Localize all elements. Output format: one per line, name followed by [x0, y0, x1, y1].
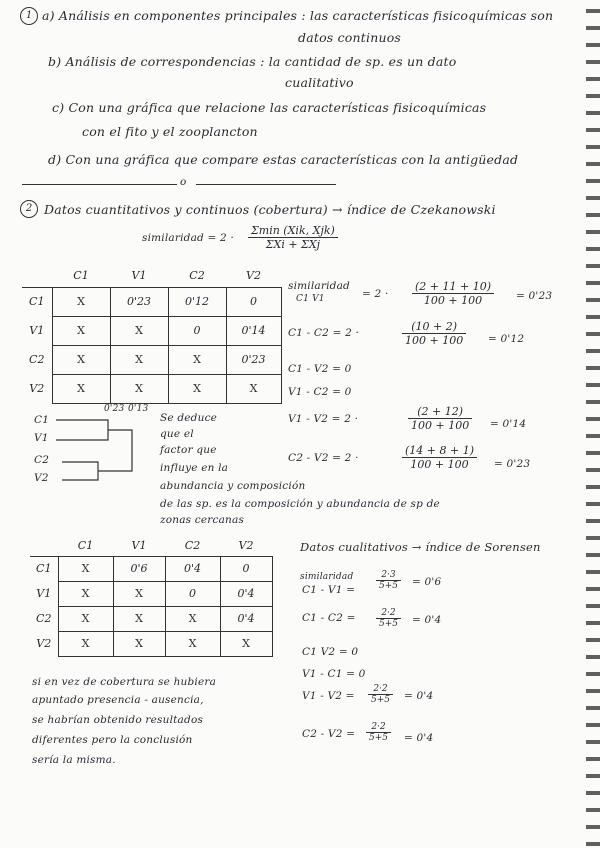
table-cell: X: [58, 581, 113, 606]
separator-line-right: [196, 184, 336, 185]
conclusion-line: zonas cercanas: [160, 514, 245, 526]
note-line: si en vez de cobertura se hubiera: [32, 676, 217, 688]
dendro-label: V1: [34, 432, 49, 444]
q1-part-d: d) Con una gráfica que compare estas características con la antigüedad: [48, 152, 519, 167]
table-cell: X: [168, 374, 226, 403]
conclusion-line: influye en la: [160, 462, 229, 474]
table2-header: C2: [165, 536, 220, 556]
table-cell: 0'23: [226, 345, 281, 374]
calc-eq5-numerator: (2 + 12): [408, 405, 472, 419]
sorensen-e1-fraction: [376, 570, 401, 591]
table-cell: X: [220, 631, 272, 656]
table-cell: 0'4: [220, 606, 272, 631]
dendro-branch-root: [98, 430, 132, 471]
table-row: [30, 631, 272, 656]
calc-similarity-sub: C1 V1: [296, 294, 325, 304]
calc-eq1-numerator: (2 + 11 + 10): [412, 280, 494, 294]
sorensen-e4: V1 - C1 = 0: [302, 668, 366, 680]
formula-lhs: similaridad = 2 ·: [142, 232, 234, 244]
sorensen-e6-result: = 0'4: [404, 732, 434, 744]
question-1-number: 1: [20, 7, 38, 25]
q1-part-c: c) Con una gráfica que relacione las características fisicoquímicas: [52, 100, 487, 115]
calc-eq6-numerator: (14 + 8 + 1): [402, 444, 477, 458]
calc-eq6-lhs: C2 - V2 = 2 ·: [288, 452, 359, 464]
sorensen-e5-fraction: [368, 684, 393, 705]
table-cell: 0'14: [226, 316, 281, 345]
separator-line-left: [22, 184, 177, 185]
similarity-table-czekanowski: [22, 265, 282, 404]
table-row: [22, 345, 281, 374]
calc-similarity-label: similaridad: [288, 280, 350, 292]
table-row: [22, 316, 281, 345]
notebook-spiral-binding: [586, 0, 600, 848]
czekanowski-formula: [248, 224, 338, 251]
dendro-label: C2: [34, 454, 50, 466]
q1-part-b: b) Análisis de correspondencias : la cantidad de sp. es un dato: [48, 54, 457, 69]
table-cell: 0'23: [110, 287, 168, 316]
sorensen-e2-fraction: [376, 608, 401, 629]
sorensen-e1-lhs: C1 - V1 =: [302, 584, 356, 596]
table-row: [30, 556, 272, 581]
table-row: [22, 287, 281, 316]
calc-eq5-lhs: V1 - V2 = 2 ·: [288, 413, 359, 425]
calc-eq2-numerator: (10 + 2): [402, 320, 466, 334]
note-line: diferentes pero la conclusión: [32, 734, 193, 746]
table-cell: X: [226, 374, 281, 403]
table-cell: X: [58, 606, 113, 631]
sorensen-e6-lhs: C2 - V2 =: [302, 728, 356, 740]
calc-eq5-fraction: [408, 405, 472, 432]
table-row: [30, 581, 272, 606]
sorensen-e2-lhs: C1 - C2 =: [302, 612, 356, 624]
calc-eq6-fraction: [402, 444, 477, 471]
table1-header: C1: [52, 265, 110, 287]
q1-part-c-cont: con el fito y el zooplancton: [82, 124, 258, 139]
table-row: [30, 606, 272, 631]
calc-eq1-fraction: [412, 280, 494, 307]
sorensen-e1-numerator: 2·3: [376, 570, 401, 581]
row-label: C1: [30, 556, 58, 581]
sorensen-e2-result: = 0'4: [412, 614, 442, 626]
conclusion-line: de las sp. es la composición y abundancia de sp de: [160, 498, 440, 510]
q1-part-a-cont: datos continuos: [298, 30, 402, 45]
calc-eq2-lhs: C1 - C2 = 2 ·: [288, 327, 360, 339]
table-cell: X: [52, 316, 110, 345]
table-cell: 0'4: [165, 556, 220, 581]
table-cell: X: [52, 374, 110, 403]
calc-eq2-result: = 0'12: [488, 333, 525, 345]
sorensen-sim-label: similaridad: [300, 572, 354, 582]
table2-header: C1: [58, 536, 113, 556]
sorensen-e5-numerator: 2·2: [368, 684, 393, 695]
similarity-table-sorensen: [30, 536, 273, 657]
q1-part-b-cont: cualitativo: [285, 75, 354, 90]
dendro-label: V2: [34, 472, 49, 484]
sorensen-e6-fraction: [366, 722, 391, 743]
table-cell: 0'12: [168, 287, 226, 316]
row-label: V2: [30, 631, 58, 656]
note-line: se habrían obtenido resultados: [32, 714, 204, 726]
table-cell: X: [110, 345, 168, 374]
row-label: V1: [30, 581, 58, 606]
q2-heading: Datos cuantitativos y continuos (cobertura) → índice de Czekanowski: [44, 202, 496, 217]
dendro-scale-b: 0'13: [128, 404, 149, 414]
conclusion-line: Se deduce: [160, 412, 218, 424]
conclusion-line: abundancia y composición: [160, 480, 306, 492]
calc-eq2-fraction: [402, 320, 466, 347]
table-cell: X: [52, 287, 110, 316]
table1-header: V2: [226, 265, 281, 287]
sorensen-e6-denominator: 5+5: [369, 733, 388, 743]
question-2-number: 2: [20, 200, 38, 218]
sorensen-e5-denominator: 5+5: [371, 695, 390, 705]
table-cell: X: [58, 556, 113, 581]
calc-eq5-denominator: 100 + 100: [411, 419, 470, 432]
q1-part-a: a) Análisis en componentes principales : las características fisicoquímicas son: [42, 8, 554, 23]
sorensen-e6-numerator: 2·2: [366, 722, 391, 733]
conclusion-line: que el: [160, 428, 194, 440]
sorensen-e3: C1 V2 = 0: [302, 646, 359, 658]
table-cell: 0'6: [113, 556, 165, 581]
table-cell: 0: [165, 581, 220, 606]
table1-header: C2: [168, 265, 226, 287]
table-cell: 0: [168, 316, 226, 345]
calc-eq1-denominator: 100 + 100: [423, 294, 483, 307]
sorensen-e1-denominator: 5+5: [379, 581, 398, 591]
dendro-scale-a: 0'23: [104, 404, 125, 414]
table-row: [22, 374, 281, 403]
table-cell: X: [113, 581, 165, 606]
dendro-branch-c1-v1: [56, 420, 108, 440]
calc-eq6-denominator: 100 + 100: [410, 458, 469, 471]
table-cell: X: [113, 606, 165, 631]
dendrogram: [50, 410, 150, 490]
table-cell: X: [168, 345, 226, 374]
table-cell: 0: [220, 556, 272, 581]
calc-eq2-denominator: 100 + 100: [405, 334, 464, 347]
row-label: C1: [22, 287, 52, 316]
sorensen-e5-result: = 0'4: [404, 690, 434, 702]
note-line: apuntado presencia - ausencia,: [32, 694, 204, 706]
table-cell: X: [52, 345, 110, 374]
note-line: sería la misma.: [32, 754, 116, 766]
row-label: C2: [30, 606, 58, 631]
dendro-label: C1: [34, 414, 50, 426]
table-cell: X: [165, 606, 220, 631]
dendro-branch-c2-v2: [62, 462, 98, 480]
conclusion-line: factor que: [160, 444, 217, 456]
calc-eq5-result: = 0'14: [490, 418, 527, 430]
calc-eq6-result: = 0'23: [494, 458, 531, 470]
row-label: V2: [22, 374, 52, 403]
sorensen-heading: Datos cualitativos → índice de Sorensen: [300, 540, 541, 554]
row-label: V1: [22, 316, 52, 345]
separator-mark: o: [180, 176, 187, 188]
table-cell: X: [58, 631, 113, 656]
row-label: C2: [22, 345, 52, 374]
sorensen-e2-denominator: 5+5: [379, 619, 398, 629]
sorensen-e5-lhs: V1 - V2 =: [302, 690, 355, 702]
table-cell: X: [165, 631, 220, 656]
sorensen-e2-numerator: 2·2: [376, 608, 401, 619]
formula-denominator: ΣXi + ΣXj: [265, 238, 321, 251]
calc-eq1-result: = 0'23: [516, 290, 553, 302]
table2-header: V2: [220, 536, 272, 556]
sorensen-e1-result: = 0'6: [412, 576, 442, 588]
calc-eq3: C1 - V2 = 0: [288, 363, 352, 375]
calc-eq4: V1 - C2 = 0: [288, 386, 352, 398]
calc-eq1-mid: = 2 ·: [362, 288, 389, 300]
table-cell: 0'4: [220, 581, 272, 606]
table-cell: 0: [226, 287, 281, 316]
table-cell: X: [110, 374, 168, 403]
table-cell: X: [113, 631, 165, 656]
table1-header: V1: [110, 265, 168, 287]
table2-header: V1: [113, 536, 165, 556]
table-cell: X: [110, 316, 168, 345]
formula-numerator: Σmin (Xik, Xjk): [248, 224, 338, 238]
